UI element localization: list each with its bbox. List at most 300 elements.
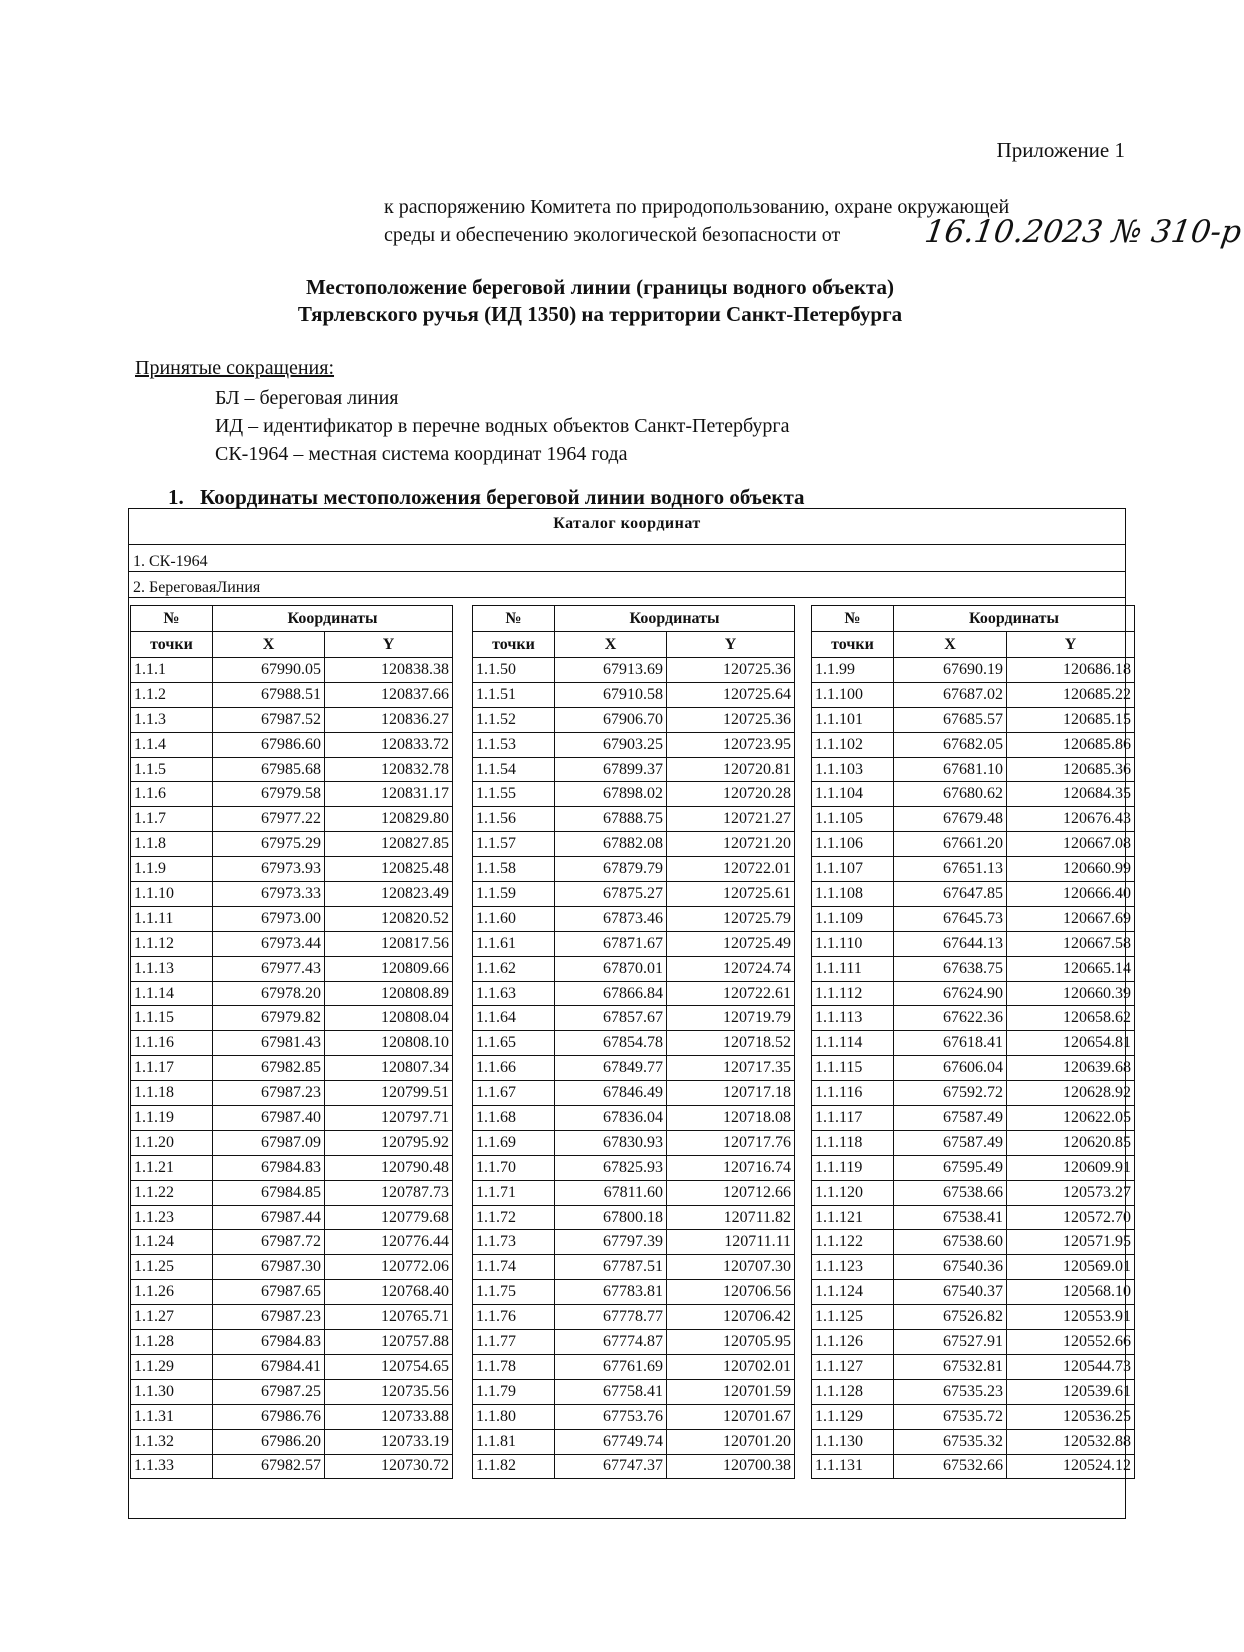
y-coordinate-cell: 120706.56 <box>667 1280 795 1305</box>
x-coordinate-cell: 67982.57 <box>213 1454 325 1479</box>
table-row <box>473 707 795 732</box>
point-number-header: № <box>812 606 894 632</box>
table-row <box>131 658 453 683</box>
y-coordinate-cell: 120795.92 <box>325 1130 453 1155</box>
table-row <box>812 832 1135 857</box>
point-id-cell: 1.1.121 <box>812 1205 894 1230</box>
y-coordinate-cell: 120779.68 <box>325 1205 453 1230</box>
table-row <box>812 658 1135 683</box>
x-coordinate-cell: 67882.08 <box>555 832 667 857</box>
table-row <box>131 1180 453 1205</box>
x-coordinate-cell: 67987.23 <box>213 1081 325 1106</box>
point-label-header: точки <box>812 632 894 658</box>
y-coordinate-cell: 120809.66 <box>325 956 453 981</box>
x-coordinate-cell: 67987.09 <box>213 1130 325 1155</box>
y-header: Y <box>667 632 795 658</box>
y-coordinate-cell: 120702.01 <box>667 1354 795 1379</box>
point-id-cell: 1.1.63 <box>473 981 555 1006</box>
table-row <box>812 1454 1135 1479</box>
table-row <box>473 1379 795 1404</box>
y-coordinate-cell: 120718.08 <box>667 1106 795 1131</box>
table-row <box>812 1379 1135 1404</box>
point-id-cell: 1.1.78 <box>473 1354 555 1379</box>
x-coordinate-cell: 67682.05 <box>894 732 1007 757</box>
abbreviation-item: СК-1964 – местная система координат 1964 года <box>215 443 628 465</box>
x-coordinate-cell: 67538.60 <box>894 1230 1007 1255</box>
y-coordinate-cell: 120725.61 <box>667 882 795 907</box>
point-id-cell: 1.1.7 <box>131 807 213 832</box>
table-row <box>812 732 1135 757</box>
y-coordinate-cell: 120544.73 <box>1007 1354 1135 1379</box>
table-row <box>131 857 453 882</box>
point-id-cell: 1.1.12 <box>131 931 213 956</box>
x-coordinate-cell: 67651.13 <box>894 857 1007 882</box>
point-id-cell: 1.1.62 <box>473 956 555 981</box>
y-coordinate-cell: 120735.56 <box>325 1379 453 1404</box>
x-coordinate-cell: 67587.49 <box>894 1106 1007 1131</box>
y-coordinate-cell: 120609.91 <box>1007 1155 1135 1180</box>
table-row <box>812 1106 1135 1131</box>
abbreviation-item: БЛ – береговая линия <box>215 387 399 409</box>
table-row <box>812 1155 1135 1180</box>
table-row <box>812 1056 1135 1081</box>
point-id-cell: 1.1.125 <box>812 1305 894 1330</box>
order-reference-line-1: к распоряжению Комитета по природопользованию, охране окружающей <box>384 196 1010 218</box>
y-coordinate-cell: 120572.70 <box>1007 1205 1135 1230</box>
y-coordinate-cell: 120833.72 <box>325 732 453 757</box>
x-coordinate-cell: 67849.77 <box>555 1056 667 1081</box>
point-label-header: точки <box>473 632 555 658</box>
point-id-cell: 1.1.9 <box>131 857 213 882</box>
x-coordinate-cell: 67644.13 <box>894 931 1007 956</box>
point-id-cell: 1.1.26 <box>131 1280 213 1305</box>
table-row <box>473 857 795 882</box>
point-id-cell: 1.1.5 <box>131 757 213 782</box>
y-coordinate-cell: 120573.27 <box>1007 1180 1135 1205</box>
y-coordinate-cell: 120717.76 <box>667 1130 795 1155</box>
y-coordinate-cell: 120620.85 <box>1007 1130 1135 1155</box>
point-id-cell: 1.1.18 <box>131 1081 213 1106</box>
table-row <box>131 931 453 956</box>
point-id-cell: 1.1.60 <box>473 906 555 931</box>
point-id-cell: 1.1.8 <box>131 832 213 857</box>
table-row <box>812 906 1135 931</box>
y-coordinate-cell: 120725.36 <box>667 707 795 732</box>
y-coordinate-cell: 120667.69 <box>1007 906 1135 931</box>
point-id-cell: 1.1.17 <box>131 1056 213 1081</box>
y-coordinate-cell: 120700.38 <box>667 1454 795 1479</box>
table-row <box>131 1006 453 1031</box>
y-coordinate-cell: 120685.22 <box>1007 682 1135 707</box>
point-id-cell: 1.1.31 <box>131 1404 213 1429</box>
y-coordinate-cell: 120723.95 <box>667 732 795 757</box>
point-id-cell: 1.1.100 <box>812 682 894 707</box>
x-coordinate-cell: 67977.43 <box>213 956 325 981</box>
x-coordinate-cell: 67783.81 <box>555 1280 667 1305</box>
y-coordinate-cell: 120776.44 <box>325 1230 453 1255</box>
table-row <box>131 1205 453 1230</box>
table-row <box>473 931 795 956</box>
y-coordinate-cell: 120686.18 <box>1007 658 1135 683</box>
x-coordinate-cell: 67846.49 <box>555 1081 667 1106</box>
x-coordinate-cell: 67987.40 <box>213 1106 325 1131</box>
x-coordinate-cell: 67973.44 <box>213 931 325 956</box>
x-coordinate-cell: 67987.65 <box>213 1280 325 1305</box>
point-id-cell: 1.1.128 <box>812 1379 894 1404</box>
x-coordinate-cell: 67899.37 <box>555 757 667 782</box>
x-coordinate-cell: 67903.25 <box>555 732 667 757</box>
point-id-cell: 1.1.109 <box>812 906 894 931</box>
y-coordinate-cell: 120719.79 <box>667 1006 795 1031</box>
point-id-cell: 1.1.106 <box>812 832 894 857</box>
table-row <box>812 857 1135 882</box>
x-coordinate-cell: 67973.33 <box>213 882 325 907</box>
table-row <box>473 1130 795 1155</box>
y-coordinate-cell: 120667.58 <box>1007 931 1135 956</box>
y-coordinate-cell: 120628.92 <box>1007 1081 1135 1106</box>
point-id-cell: 1.1.52 <box>473 707 555 732</box>
point-id-cell: 1.1.115 <box>812 1056 894 1081</box>
y-coordinate-cell: 120838.38 <box>325 658 453 683</box>
table-row <box>812 782 1135 807</box>
table-row <box>812 1305 1135 1330</box>
x-coordinate-cell: 67761.69 <box>555 1354 667 1379</box>
table-row <box>473 882 795 907</box>
x-coordinate-cell: 67873.46 <box>555 906 667 931</box>
table-row <box>131 682 453 707</box>
x-coordinate-cell: 67875.27 <box>555 882 667 907</box>
appendix-label: Приложение 1 <box>996 138 1125 162</box>
table-row <box>812 1330 1135 1355</box>
table-row <box>131 782 453 807</box>
table-row <box>473 807 795 832</box>
point-id-cell: 1.1.69 <box>473 1130 555 1155</box>
y-coordinate-cell: 120724.74 <box>667 956 795 981</box>
point-id-cell: 1.1.6 <box>131 782 213 807</box>
point-id-cell: 1.1.117 <box>812 1106 894 1131</box>
y-coordinate-cell: 120799.51 <box>325 1081 453 1106</box>
x-coordinate-cell: 67679.48 <box>894 807 1007 832</box>
table-row <box>812 1130 1135 1155</box>
table-row <box>812 1006 1135 1031</box>
x-coordinate-cell: 67854.78 <box>555 1031 667 1056</box>
point-id-cell: 1.1.130 <box>812 1429 894 1454</box>
point-id-cell: 1.1.13 <box>131 956 213 981</box>
x-coordinate-cell: 67647.85 <box>894 882 1007 907</box>
table-row <box>473 1454 795 1479</box>
x-coordinate-cell: 67758.41 <box>555 1379 667 1404</box>
point-id-cell: 1.1.21 <box>131 1155 213 1180</box>
x-coordinate-cell: 67624.90 <box>894 981 1007 1006</box>
x-coordinate-cell: 67982.85 <box>213 1056 325 1081</box>
table-row <box>131 1305 453 1330</box>
x-coordinate-cell: 67979.58 <box>213 782 325 807</box>
abbreviations-heading: Принятые сокращения: <box>135 357 335 379</box>
y-coordinate-cell: 120808.10 <box>325 1031 453 1056</box>
coordinates-header: Координаты <box>213 606 453 632</box>
table-row <box>812 682 1135 707</box>
x-coordinate-cell: 67622.36 <box>894 1006 1007 1031</box>
table-row <box>473 1429 795 1454</box>
x-coordinate-cell: 67985.68 <box>213 757 325 782</box>
y-coordinate-cell: 120711.11 <box>667 1230 795 1255</box>
point-id-cell: 1.1.19 <box>131 1106 213 1131</box>
y-coordinate-cell: 120817.56 <box>325 931 453 956</box>
x-coordinate-cell: 67888.75 <box>555 807 667 832</box>
point-id-cell: 1.1.66 <box>473 1056 555 1081</box>
x-coordinate-cell: 67973.00 <box>213 906 325 931</box>
y-coordinate-cell: 120718.52 <box>667 1031 795 1056</box>
point-id-cell: 1.1.101 <box>812 707 894 732</box>
x-coordinate-cell: 67987.30 <box>213 1255 325 1280</box>
y-coordinate-cell: 120622.05 <box>1007 1106 1135 1131</box>
point-id-cell: 1.1.103 <box>812 757 894 782</box>
table-row <box>473 732 795 757</box>
point-id-cell: 1.1.126 <box>812 1330 894 1355</box>
point-id-cell: 1.1.113 <box>812 1006 894 1031</box>
document-title-line-2: Тярлевского ручья (ИД 1350) на территории Санкт-Петербурга <box>297 302 903 326</box>
y-coordinate-cell: 120721.27 <box>667 807 795 832</box>
point-id-cell: 1.1.72 <box>473 1205 555 1230</box>
x-coordinate-cell: 67532.81 <box>894 1354 1007 1379</box>
y-coordinate-cell: 120706.42 <box>667 1305 795 1330</box>
y-coordinate-cell: 120712.66 <box>667 1180 795 1205</box>
point-id-cell: 1.1.67 <box>473 1081 555 1106</box>
table-row <box>473 1205 795 1230</box>
x-coordinate-cell: 67638.75 <box>894 956 1007 981</box>
y-coordinate-cell: 120725.36 <box>667 658 795 683</box>
point-id-cell: 1.1.71 <box>473 1180 555 1205</box>
y-coordinate-cell: 120536.25 <box>1007 1404 1135 1429</box>
point-id-cell: 1.1.70 <box>473 1155 555 1180</box>
table-row <box>473 832 795 857</box>
table-row <box>473 1280 795 1305</box>
point-id-cell: 1.1.28 <box>131 1330 213 1355</box>
point-id-cell: 1.1.76 <box>473 1305 555 1330</box>
coordinate-system-label: 1. СК-1964 <box>133 553 208 570</box>
point-id-cell: 1.1.50 <box>473 658 555 683</box>
y-coordinate-cell: 120660.39 <box>1007 981 1135 1006</box>
point-id-cell: 1.1.74 <box>473 1255 555 1280</box>
y-coordinate-cell: 120721.20 <box>667 832 795 857</box>
y-coordinate-cell: 120553.91 <box>1007 1305 1135 1330</box>
x-coordinate-cell: 67592.72 <box>894 1081 1007 1106</box>
table-row <box>131 1255 453 1280</box>
point-id-cell: 1.1.108 <box>812 882 894 907</box>
point-id-cell: 1.1.22 <box>131 1180 213 1205</box>
table-row <box>812 707 1135 732</box>
table-row <box>812 1230 1135 1255</box>
y-coordinate-cell: 120807.34 <box>325 1056 453 1081</box>
table-row <box>473 1106 795 1131</box>
y-coordinate-cell: 120711.82 <box>667 1205 795 1230</box>
point-id-cell: 1.1.107 <box>812 857 894 882</box>
section-heading <box>168 485 805 510</box>
x-coordinate-cell: 67797.39 <box>555 1230 667 1255</box>
table-row <box>131 882 453 907</box>
table-row <box>131 1429 453 1454</box>
coordinate-table-column-1 <box>130 605 453 1479</box>
y-coordinate-cell: 120757.88 <box>325 1330 453 1355</box>
point-id-cell: 1.1.111 <box>812 956 894 981</box>
x-coordinate-cell: 67606.04 <box>894 1056 1007 1081</box>
table-row <box>473 1155 795 1180</box>
y-coordinate-cell: 120701.67 <box>667 1404 795 1429</box>
y-coordinate-cell: 120701.59 <box>667 1379 795 1404</box>
y-coordinate-cell: 120684.35 <box>1007 782 1135 807</box>
table-row <box>131 1379 453 1404</box>
point-id-cell: 1.1.102 <box>812 732 894 757</box>
x-coordinate-cell: 67988.51 <box>213 682 325 707</box>
y-coordinate-cell: 120790.48 <box>325 1155 453 1180</box>
y-coordinate-cell: 120654.81 <box>1007 1031 1135 1056</box>
y-coordinate-cell: 120730.72 <box>325 1454 453 1479</box>
y-coordinate-cell: 120532.88 <box>1007 1429 1135 1454</box>
point-id-cell: 1.1.57 <box>473 832 555 857</box>
x-coordinate-cell: 67535.23 <box>894 1379 1007 1404</box>
point-id-cell: 1.1.123 <box>812 1255 894 1280</box>
point-id-cell: 1.1.16 <box>131 1031 213 1056</box>
x-coordinate-cell: 67990.05 <box>213 658 325 683</box>
table-row <box>131 1330 453 1355</box>
divider <box>129 544 1125 545</box>
y-coordinate-cell: 120720.81 <box>667 757 795 782</box>
table-row <box>473 757 795 782</box>
x-header: X <box>894 632 1007 658</box>
x-coordinate-cell: 67811.60 <box>555 1180 667 1205</box>
x-coordinate-cell: 67866.84 <box>555 981 667 1006</box>
table-row <box>473 1180 795 1205</box>
x-coordinate-cell: 67587.49 <box>894 1130 1007 1155</box>
point-id-cell: 1.1.122 <box>812 1230 894 1255</box>
point-number-header: № <box>131 606 213 632</box>
x-coordinate-cell: 67979.82 <box>213 1006 325 1031</box>
point-id-cell: 1.1.1 <box>131 658 213 683</box>
x-coordinate-cell: 67984.83 <box>213 1155 325 1180</box>
point-id-cell: 1.1.110 <box>812 931 894 956</box>
table-row <box>812 956 1135 981</box>
y-coordinate-cell: 120717.35 <box>667 1056 795 1081</box>
table-row <box>812 882 1135 907</box>
x-coordinate-cell: 67595.49 <box>894 1155 1007 1180</box>
x-coordinate-cell: 67753.76 <box>555 1404 667 1429</box>
y-coordinate-cell: 120685.36 <box>1007 757 1135 782</box>
point-id-cell: 1.1.20 <box>131 1130 213 1155</box>
point-number-header: № <box>473 606 555 632</box>
y-coordinate-cell: 120639.68 <box>1007 1056 1135 1081</box>
x-coordinate-cell: 67538.66 <box>894 1180 1007 1205</box>
table-row <box>131 1454 453 1479</box>
x-coordinate-cell: 67681.10 <box>894 757 1007 782</box>
table-row <box>473 906 795 931</box>
y-coordinate-cell: 120733.88 <box>325 1404 453 1429</box>
section-number: 1. <box>168 485 184 509</box>
table-row <box>131 732 453 757</box>
point-id-cell: 1.1.54 <box>473 757 555 782</box>
y-coordinate-cell: 120768.40 <box>325 1280 453 1305</box>
coordinate-table-column-3 <box>811 605 1135 1479</box>
point-id-cell: 1.1.77 <box>473 1330 555 1355</box>
point-id-cell: 1.1.10 <box>131 882 213 907</box>
x-coordinate-cell: 67973.93 <box>213 857 325 882</box>
table-row <box>812 1354 1135 1379</box>
x-coordinate-cell: 67987.72 <box>213 1230 325 1255</box>
x-coordinate-cell: 67800.18 <box>555 1205 667 1230</box>
point-id-cell: 1.1.55 <box>473 782 555 807</box>
table-row <box>812 1205 1135 1230</box>
table-row <box>131 707 453 732</box>
table-row <box>131 1081 453 1106</box>
handwritten-date-number: 16.10.2023 № 310-р <box>922 214 1244 250</box>
x-coordinate-cell: 67836.04 <box>555 1106 667 1131</box>
table-row <box>131 1106 453 1131</box>
catalog-title: Каталог координат <box>553 515 701 532</box>
x-coordinate-cell: 67526.82 <box>894 1305 1007 1330</box>
x-coordinate-cell: 67645.73 <box>894 906 1007 931</box>
y-coordinate-cell: 120836.27 <box>325 707 453 732</box>
point-id-cell: 1.1.112 <box>812 981 894 1006</box>
table-row <box>812 807 1135 832</box>
table-row <box>473 782 795 807</box>
table-row <box>812 981 1135 1006</box>
table-row <box>473 956 795 981</box>
x-coordinate-cell: 67986.76 <box>213 1404 325 1429</box>
table-row <box>473 1330 795 1355</box>
table-row <box>131 1354 453 1379</box>
point-id-cell: 1.1.53 <box>473 732 555 757</box>
x-coordinate-cell: 67825.93 <box>555 1155 667 1180</box>
coordinates-header: Координаты <box>894 606 1135 632</box>
table-row <box>812 1280 1135 1305</box>
point-id-cell: 1.1.114 <box>812 1031 894 1056</box>
divider <box>129 597 1125 598</box>
table-row <box>131 1031 453 1056</box>
point-id-cell: 1.1.105 <box>812 807 894 832</box>
divider <box>129 571 1125 572</box>
point-id-cell: 1.1.99 <box>812 658 894 683</box>
x-coordinate-cell: 67986.20 <box>213 1429 325 1454</box>
table-row <box>131 757 453 782</box>
x-header: X <box>213 632 325 658</box>
y-header: Y <box>1007 632 1135 658</box>
y-coordinate-cell: 120829.80 <box>325 807 453 832</box>
y-coordinate-cell: 120820.52 <box>325 906 453 931</box>
point-id-cell: 1.1.11 <box>131 906 213 931</box>
x-coordinate-cell: 67987.52 <box>213 707 325 732</box>
point-id-cell: 1.1.119 <box>812 1155 894 1180</box>
y-coordinate-cell: 120825.48 <box>325 857 453 882</box>
point-id-cell: 1.1.79 <box>473 1379 555 1404</box>
coordinates-header: Координаты <box>555 606 795 632</box>
y-coordinate-cell: 120797.71 <box>325 1106 453 1131</box>
table-row <box>473 1081 795 1106</box>
point-id-cell: 1.1.61 <box>473 931 555 956</box>
point-id-cell: 1.1.56 <box>473 807 555 832</box>
y-coordinate-cell: 120676.43 <box>1007 807 1135 832</box>
x-coordinate-cell: 67774.87 <box>555 1330 667 1355</box>
point-id-cell: 1.1.51 <box>473 682 555 707</box>
x-coordinate-cell: 67987.25 <box>213 1379 325 1404</box>
x-coordinate-cell: 67977.22 <box>213 807 325 832</box>
x-coordinate-cell: 67747.37 <box>555 1454 667 1479</box>
y-coordinate-cell: 120827.85 <box>325 832 453 857</box>
table-row <box>812 1180 1135 1205</box>
x-coordinate-cell: 67986.60 <box>213 732 325 757</box>
y-header: Y <box>325 632 453 658</box>
point-id-cell: 1.1.15 <box>131 1006 213 1031</box>
x-coordinate-cell: 67685.57 <box>894 707 1007 732</box>
table-row <box>473 1031 795 1056</box>
